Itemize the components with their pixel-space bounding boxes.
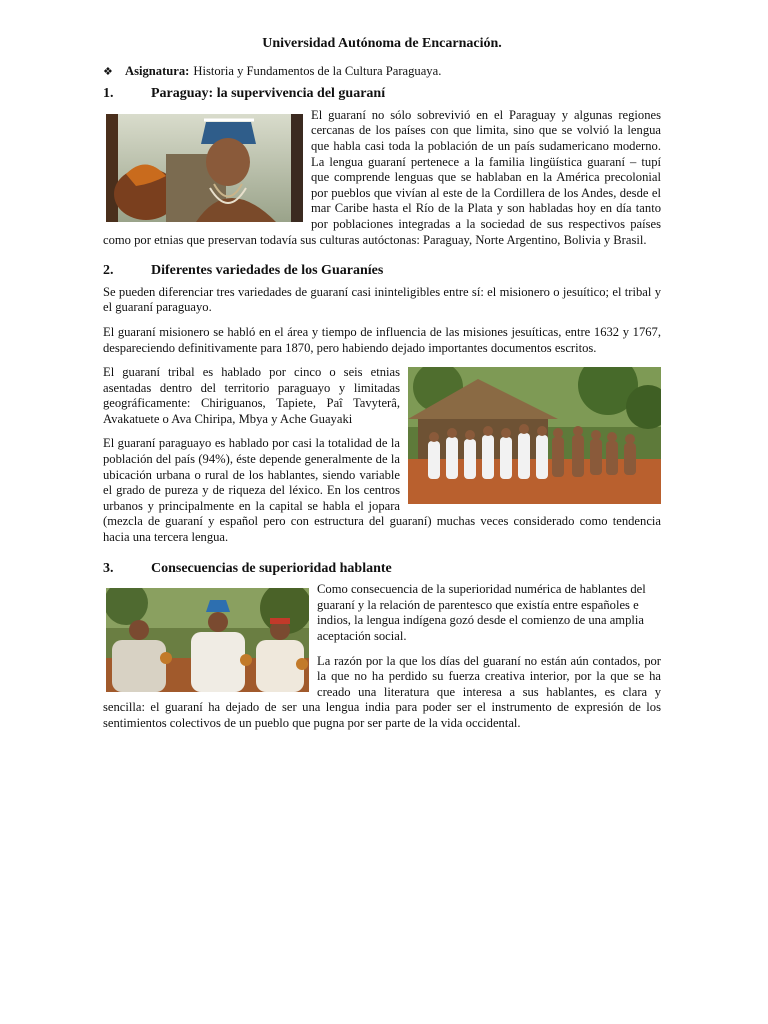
section-title: Diferentes variedades de los Guaraníes bbox=[151, 263, 384, 279]
section-number: 2. bbox=[103, 263, 114, 279]
section-2-paragraph-1: Se pueden diferenciar tres variedades de guaraní casi ininteligibles entre sí: el misionero o jesuítico; el tribal y el guaraní paraguayo. bbox=[103, 284, 661, 315]
paragraph-text: El guaraní no sólo sobrevivió en el Paraguay y algunas regiones cercanas de los países con que limita, sino que se volvió la lengua que habla casi toda la población de un país sudamericano moderno. La lengua guaraní pertenece a la familia lingüística guaraní – tupí que comprende lenguas que se hablaban en la América precolonial por pueblos que vivían al este de la Cordillera de los Andes, desde el mar Caribe hasta el Río de la Plata y son habladas hoy en día tanto por poblaciones integradas a la sociedad de sus respectivos países como por etnias que preservan todavía sus culturas autóctonas: Paraguay, Norte Argentino, Bolivia y Brasil. bbox=[103, 107, 661, 247]
document-title: Universidad Autónoma de Encarnación. bbox=[262, 36, 502, 51]
section-3-heading bbox=[103, 561, 661, 577]
document-page bbox=[103, 36, 661, 741]
section-2-heading bbox=[103, 263, 661, 279]
section-title: Paraguay: la supervivencia del guaraní bbox=[151, 86, 386, 102]
subject-label: Asignatura: bbox=[125, 63, 190, 78]
subject-value: Historia y Fundamentos de la Cultura Paraguaya. bbox=[193, 63, 442, 78]
diamond-bullet-icon: ❖ bbox=[103, 65, 113, 78]
section-title: Consecuencias de superioridad hablante bbox=[151, 560, 392, 576]
guarani-elder-photo bbox=[106, 114, 303, 222]
section-2-paragraph-4: El guaraní paraguayo es hablado por casi la totalidad de la población del país (94%), éste depende generalmente de la ubicación urbana o rural de los hablantes, siendo variable el grado de pureza y de riqueza del léxico. En los centros urbanos y principalmente en la capital se habla el jopara (mezcla de guaraní y español pero con estructura del guaraní) muchas veces considerado como tendencia hacia una tercera lengua. bbox=[103, 436, 661, 545]
section-3-paragraph-1: Como consecuencia de la superioridad numérica de hablantes del guaraní y la relación de parentesco que existía entre españoles e indios, la lengua indígena gozó desde el comienzo de una amplia aceptación social. bbox=[317, 582, 646, 643]
subject-line bbox=[103, 64, 661, 81]
guarani-children-village-photo bbox=[408, 367, 661, 504]
section-2-paragraph-2: El guaraní misionero se habló en el área y tiempo de influencia de las misiones jesuíticas, entre 1632 y 1767, despareciendo definitivamente para 1870, pero habiendo dejado importantes documentos escritos. bbox=[103, 324, 661, 355]
section-number: 3. bbox=[103, 560, 114, 576]
section-number: 1. bbox=[103, 86, 114, 102]
section-1-heading bbox=[103, 86, 661, 102]
section-2-paragraph-3: El guaraní tribal es hablado por cinco o seis etnias asentadas dentro del territorio paraguayo y limitadas geográficamente: Chiriguanos, Tapiete, Paî Tavyterâ, Avakatuete o Ava Chiripa, Mbya y Ache Guayaki bbox=[103, 365, 400, 426]
section-1-paragraph bbox=[103, 108, 661, 248]
section-3-paragraph-2: La razón por la que los días del guaraní no están aún contados, por la que no ha perdido su fuerza creativa interior, por la que se ha creado una literatura que interesa a sus hablantes, es clara y sencilla: el guaraní ha dejado de ser una lengua india para poder ser el instrumento de expresión de los sentimientos colectivos de un pueblo que pugna por ser parte de la vida occidental. bbox=[103, 653, 661, 730]
guarani-men-ceremony-photo bbox=[106, 588, 309, 692]
